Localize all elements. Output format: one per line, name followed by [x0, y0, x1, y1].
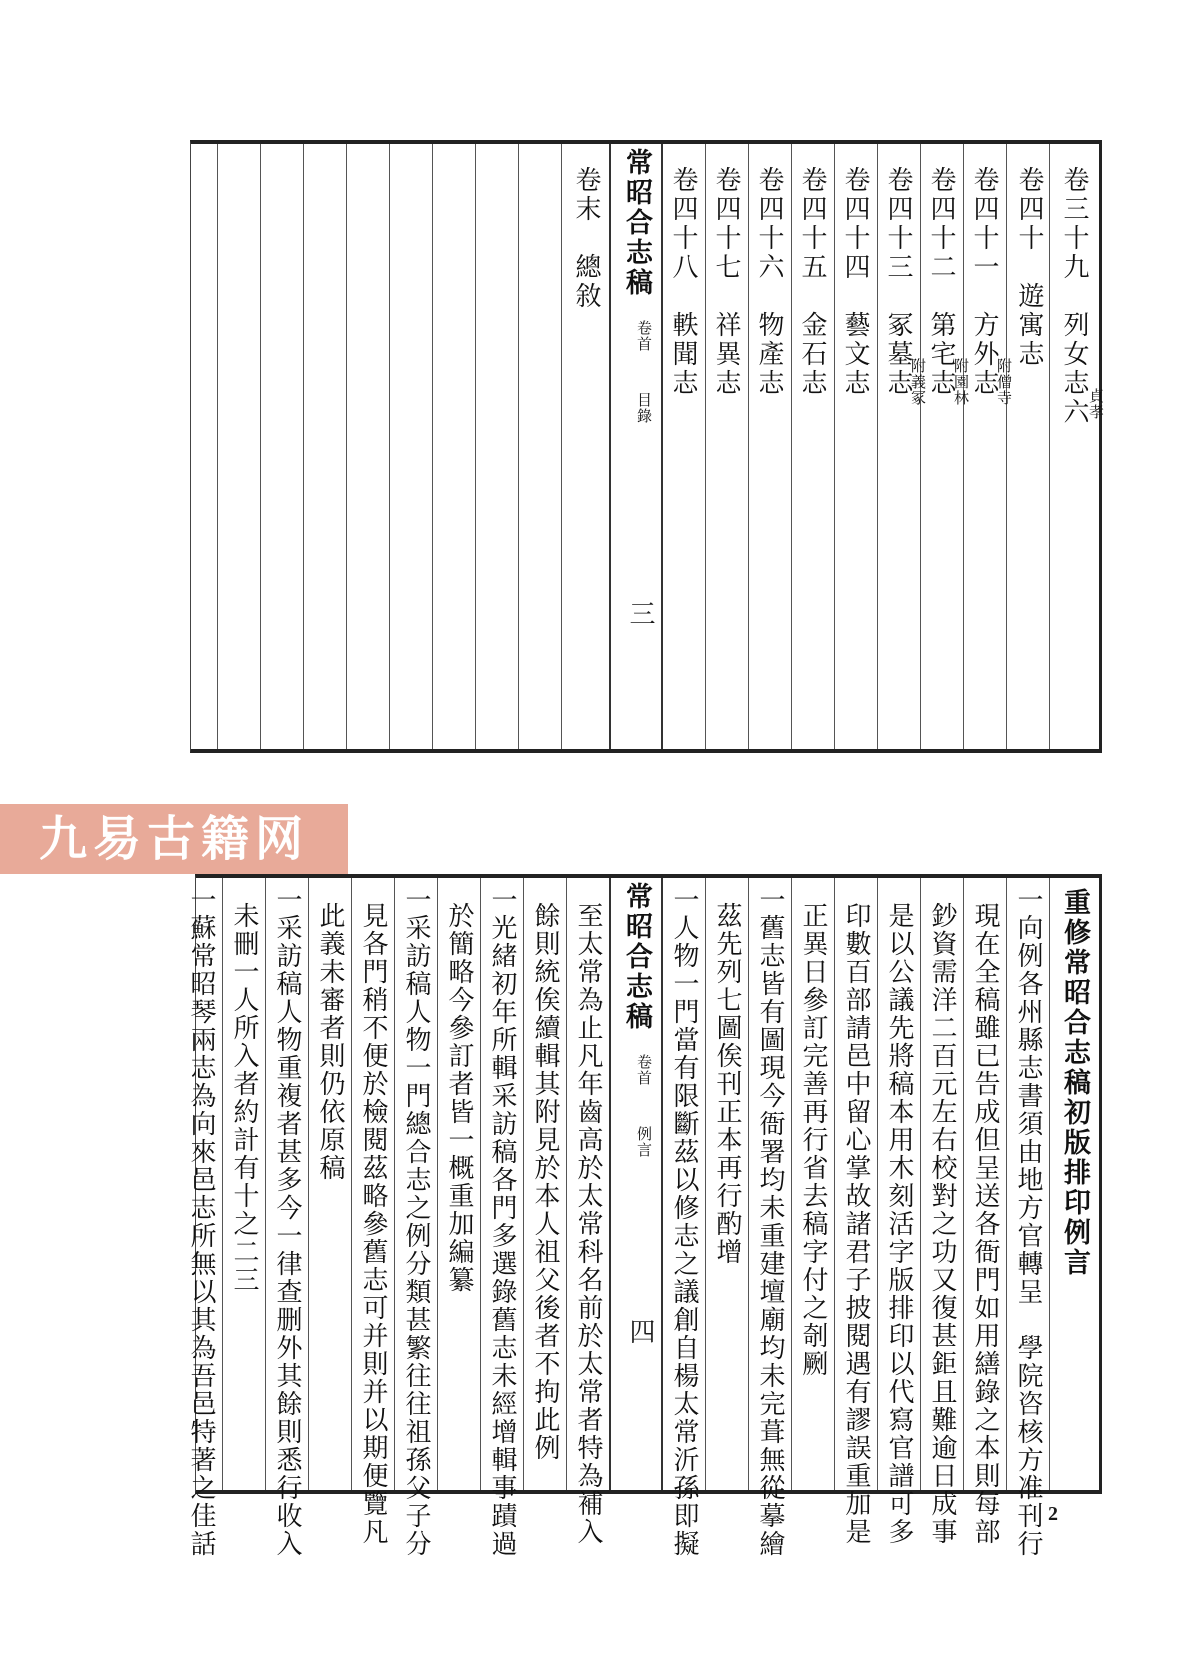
- text-column: [308, 878, 352, 1490]
- blank-column: [303, 144, 347, 749]
- entry-text: 卷末 總敘: [571, 166, 601, 311]
- page-heading: 重修常昭合志稿初版排印例言: [1059, 888, 1090, 1278]
- entry-text: 卷四十七 祥異志: [711, 166, 741, 398]
- text-line: 正異日參訂完善再行省去稿字付之剞劂: [798, 902, 828, 1378]
- text-column: [480, 878, 524, 1558]
- blank-column: [389, 144, 433, 749]
- text-column: [963, 878, 1007, 1546]
- top-page: [190, 140, 1105, 753]
- page-number: 四: [625, 1318, 655, 1344]
- center-spine: [609, 878, 663, 1490]
- text-line: 一向例各州縣志書須由地方官轉呈 學院咨核方准刊行: [1013, 886, 1043, 1558]
- heading-column: [1049, 878, 1100, 1490]
- entry-column: [834, 144, 878, 749]
- text-column: [566, 878, 610, 1546]
- text-line: 餘則統俟續輯其附見於本人祖父後者不拘此例: [530, 902, 560, 1462]
- page-number: 三: [625, 600, 655, 626]
- entry-text: 卷四十一 方外志: [969, 166, 999, 398]
- text-column: [662, 878, 706, 1558]
- blank-column: [346, 144, 390, 749]
- text-line: 至太常為止凡年齒高於太常科名前於太常者特為補入: [573, 902, 603, 1546]
- text-line: 現在全稿雖已告成但呈送各衙門如用繕錄之本則每部: [970, 902, 1000, 1546]
- blank-column: [260, 144, 304, 749]
- text-column: [265, 878, 309, 1558]
- text-column: [523, 878, 567, 1490]
- entry-column: [561, 144, 610, 749]
- text-column: [394, 878, 438, 1558]
- blank-column: [475, 144, 519, 749]
- entry-text: 卷四十五 金石志: [797, 166, 827, 398]
- text-line: 一舊志皆有圖現今衙署均未重建壇廟均未完葺無從摹繪: [755, 886, 785, 1558]
- entry-note: 附義冢: [909, 358, 927, 406]
- book-title: 常昭合志稿: [621, 882, 652, 1032]
- blank-column: [518, 144, 562, 749]
- entry-text: 卷四十三 冢墓志: [883, 166, 913, 398]
- entry-column: [963, 144, 1013, 749]
- text-column: [222, 878, 266, 1490]
- text-line: 茲先列七圖俟刊正本再行酌增: [712, 902, 742, 1266]
- text-column: [179, 878, 222, 1558]
- text-line: 一采訪稿人物重複者甚多今一律查删外其餘則悉行收入: [272, 886, 302, 1558]
- entry-column: [791, 144, 835, 749]
- text-column: [834, 878, 878, 1546]
- section-label: 目錄: [635, 392, 653, 424]
- text-column: [705, 878, 749, 1490]
- text-line: 印數百部請邑中留心掌故諸君子披閱遇有謬誤重加是: [841, 902, 871, 1546]
- volume-label: 卷首: [635, 1054, 653, 1086]
- entry-column: [705, 144, 749, 749]
- text-column: [351, 878, 395, 1546]
- entry-note: 附園林: [952, 358, 970, 406]
- text-line: 一光緒初年所輯采訪稿各門多選錄舊志未經增輯事蹟過: [487, 886, 517, 1558]
- blank-column: [432, 144, 476, 749]
- text-line: 一蘇常昭琴兩志為向來邑志所無以其為吾邑特著之佳話: [186, 886, 216, 1558]
- entry-column: [1006, 144, 1050, 749]
- entry-column: [1049, 144, 1105, 749]
- text-line: 一采訪稿人物一門總合志之例分類甚繁往往祖孫父子分: [401, 886, 431, 1558]
- text-column: [748, 878, 792, 1558]
- text-line: 一人物一門當有限斷茲以修志之議創自楊太常沂孫即擬: [669, 886, 699, 1558]
- text-line: 未刪一人所入者約計有十之二三: [229, 902, 259, 1294]
- volume-label: 卷首: [635, 320, 653, 352]
- entry-text: 卷三十九 列女志六: [1059, 166, 1089, 427]
- entry-text: 卷四十二 第宅志: [926, 166, 956, 398]
- entry-column: [920, 144, 970, 749]
- entry-text: 卷四十四 藝文志: [840, 166, 870, 398]
- site-watermark: 九易古籍网: [0, 804, 348, 874]
- text-column: [437, 878, 481, 1490]
- book-title: 常昭合志稿: [621, 148, 652, 298]
- scan-page-number: 2: [1048, 1503, 1058, 1525]
- blank-column: [217, 144, 261, 749]
- entry-note: 貞孝: [1087, 388, 1105, 420]
- entry-text: 卷四十八 軼聞志: [668, 166, 698, 398]
- text-column: [791, 878, 835, 1490]
- text-line: 鈔資需洋二百元左右校對之功又復甚鉅且難逾日成事: [927, 902, 957, 1546]
- entry-column: [877, 144, 927, 749]
- text-line: 此義未審者則仍依原稿: [315, 902, 345, 1182]
- entry-note: 附僧寺: [995, 358, 1013, 406]
- text-line: 是以公議先將稿本用木刻活字版排印以代寫官譜可多: [884, 902, 914, 1546]
- entry-column: [748, 144, 792, 749]
- text-column: [920, 878, 964, 1546]
- text-line: 於簡略今參訂者皆一概重加編纂: [444, 902, 474, 1294]
- entry-text: 卷四十 遊寓志: [1014, 166, 1044, 369]
- section-label: 例言: [635, 1126, 653, 1158]
- text-column: [877, 878, 921, 1546]
- text-line: 見各門稍不便於檢閱茲略參舊志可并則并以期便覽凡: [358, 902, 388, 1546]
- entry-column: [662, 144, 706, 749]
- bottom-page: [186, 874, 1102, 1558]
- center-spine: [609, 144, 663, 749]
- text-column: [1006, 878, 1050, 1558]
- entry-text: 卷四十六 物產志: [754, 166, 784, 398]
